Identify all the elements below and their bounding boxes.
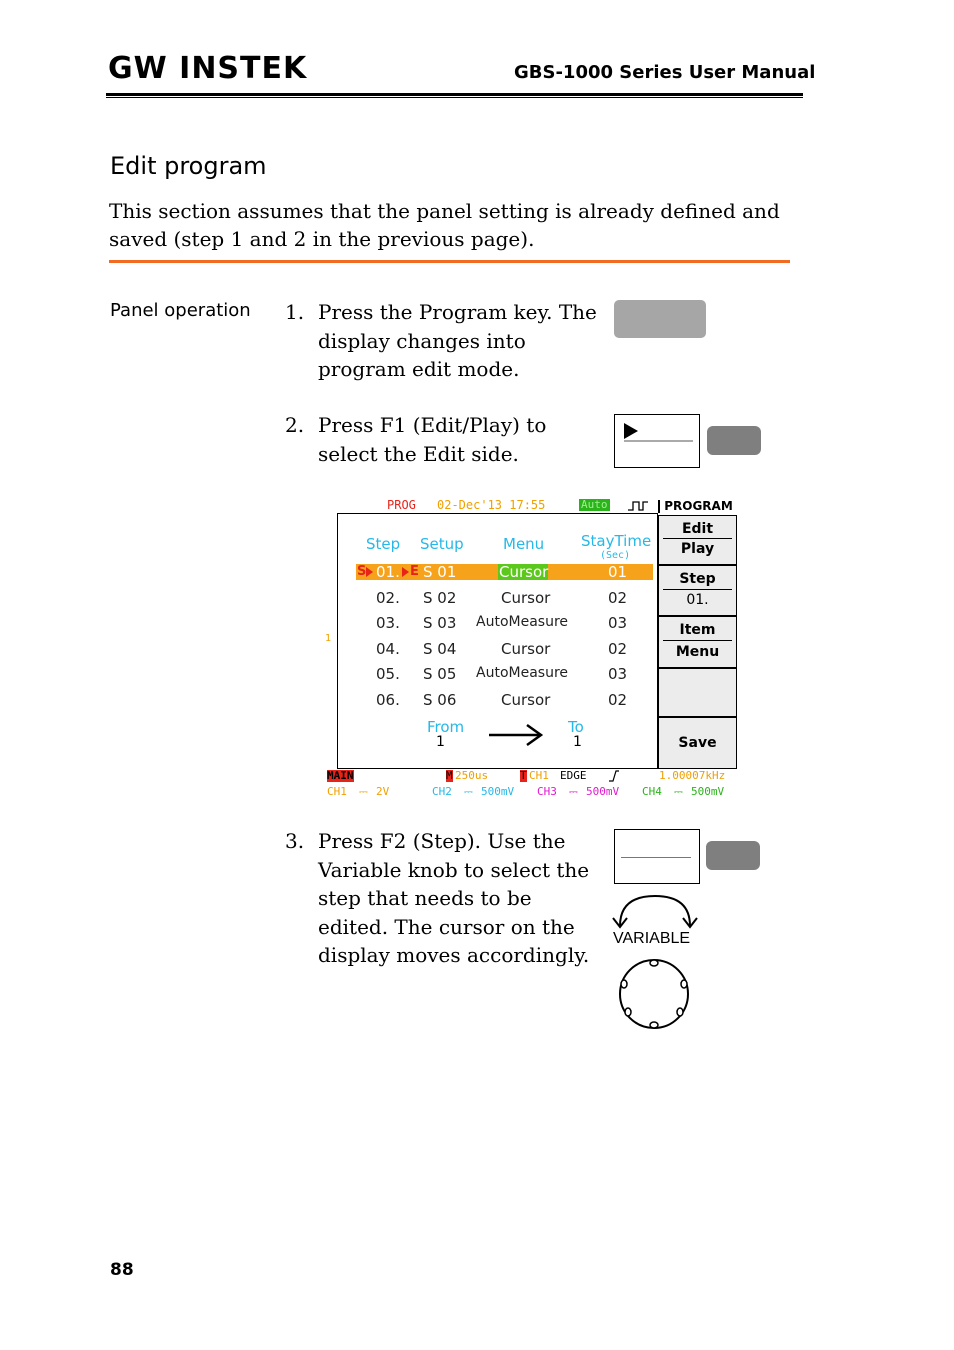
section-title: Edit program [110, 152, 267, 180]
row-setup: S 06 [423, 691, 457, 709]
page-number: 88 [110, 1260, 134, 1280]
f1-key[interactable] [707, 426, 761, 455]
f2-key[interactable] [706, 841, 760, 870]
variable-label: VARIABLE [613, 930, 691, 947]
row-time: 02 [608, 691, 628, 709]
trigger-source: CH1 [529, 769, 549, 782]
step-1 [285, 298, 605, 388]
ch3-coupling: ⎓ [569, 785, 578, 798]
auto-indicator: Auto [581, 498, 608, 511]
row-step: 03. [376, 614, 400, 632]
gw-instek-logo: GW INSTEK [108, 51, 308, 86]
softkey-divider [621, 857, 691, 858]
row-step: 02. [376, 589, 400, 607]
timebase-tag: M [446, 769, 453, 782]
row-menu: Cursor [501, 640, 551, 658]
rotate-arrows-icon [610, 890, 700, 930]
oscilloscope-display [327, 496, 736, 801]
panel-operation-label: Panel operation [110, 300, 251, 321]
header-rule [106, 93, 803, 96]
column-setup: Setup [420, 535, 464, 553]
ch2-scale: 500mV [481, 785, 515, 798]
softkey-header: PROGRAM [658, 500, 737, 513]
step-number: 1. [285, 300, 305, 324]
row-menu: Cursor [499, 563, 549, 581]
datetime: 02-Dec'13 17:55 [437, 498, 546, 512]
step-3 [285, 827, 605, 977]
header-rule-thin [106, 97, 803, 98]
step-text: Press F2 (Step). Use the Variable knob to select the step that needs to be edited. The cursor on the display moves accordingly. [318, 829, 590, 967]
step-number: 2. [285, 413, 305, 437]
row-step: 04. [376, 640, 400, 658]
row-time: 02 [608, 589, 628, 607]
row-step: 01. [376, 563, 400, 581]
ch1-label: CH1 [327, 785, 347, 798]
step-2 [285, 411, 575, 471]
ch2-label: CH2 [432, 785, 452, 798]
end-marker: E [410, 564, 419, 579]
step-softkey[interactable] [658, 565, 737, 616]
table-row[interactable] [327, 589, 657, 607]
table-row[interactable] [327, 691, 657, 709]
main-indicator: MAIN [327, 769, 354, 782]
program-key[interactable] [614, 300, 706, 338]
trigger-waveform-icon [627, 500, 649, 512]
ch3-scale: 500mV [586, 785, 620, 798]
softkey-menu-label: Menu [663, 640, 732, 663]
softkey-step-label: Step [679, 571, 716, 587]
section-divider [109, 260, 790, 263]
row-time: 03 [608, 614, 628, 632]
row-menu: Cursor [501, 589, 551, 607]
to-label: To [568, 718, 584, 736]
row-time: 02 [608, 640, 628, 658]
column-menu: Menu [503, 535, 545, 553]
right-arrow-icon [487, 722, 545, 748]
column-staytime-unit: (Sec) [600, 550, 631, 561]
row-setup: S 04 [423, 640, 457, 658]
row-step: 05. [376, 665, 400, 683]
row-time: 03 [608, 665, 628, 683]
ch1-scale: 2V [376, 785, 390, 798]
step-text: Press F1 (Edit/Play) to select the Edit side. [318, 413, 547, 466]
row-step: 06. [376, 691, 400, 709]
item-menu-softkey[interactable] [658, 616, 737, 668]
row-menu: AutoMeasure [476, 665, 569, 681]
manual-title: GBS-1000 Series User Manual [514, 62, 816, 83]
softkey-item-label: Item [679, 622, 716, 638]
ch2-coupling: ⎓ [464, 785, 473, 798]
start-marker: S [357, 564, 367, 579]
channel-marker: 1 [325, 633, 332, 644]
f1-softkey-diagram [614, 414, 700, 468]
trigger-frequency: 1.00007kHz [659, 769, 726, 782]
row-setup: S 02 [423, 589, 457, 607]
edit-play-softkey[interactable] [658, 515, 737, 565]
from-value: 1 [436, 734, 445, 750]
rising-edge-icon [608, 770, 620, 782]
table-row[interactable] [327, 563, 657, 581]
intro-paragraph: This section assumes that the panel setting is already defined and saved (step 1 and 2 in the previous page). [109, 199, 780, 251]
play-triangle-icon [615, 415, 699, 467]
mode-indicator: PROG [387, 498, 416, 512]
row-time: 01 [608, 563, 628, 581]
trigger-tag: T [520, 769, 527, 782]
step-text: Press the Program key. The display changes into program edit mode. [318, 300, 597, 381]
column-step: Step [366, 535, 401, 553]
row-menu: Cursor [501, 691, 551, 709]
softkey-edit-label: Edit [681, 521, 714, 537]
row-menu: AutoMeasure [476, 614, 569, 630]
row-setup: S 01 [423, 563, 457, 581]
ch4-label: CH4 [642, 785, 662, 798]
from-label: From [427, 718, 465, 736]
row-setup: S 05 [423, 665, 457, 683]
ch1-coupling: ⎓ [359, 785, 368, 798]
ch4-coupling: ⎓ [674, 785, 683, 798]
softkey-step-value: 01. [663, 589, 732, 610]
trigger-type: EDGE [560, 769, 587, 782]
table-row[interactable] [327, 665, 657, 683]
column-staytime: StayTime [581, 532, 652, 550]
table-row[interactable] [327, 614, 657, 632]
row-setup: S 03 [423, 614, 457, 632]
variable-knob-icon[interactable] [616, 957, 694, 1033]
save-softkey[interactable]: Save [658, 717, 737, 769]
ch3-label: CH3 [537, 785, 557, 798]
softkey-play-label: Play [663, 538, 732, 559]
step-number: 3. [285, 829, 305, 853]
timebase-value: 250us [455, 769, 489, 782]
to-value: 1 [573, 734, 582, 750]
blank-softkey[interactable] [658, 668, 737, 717]
ch4-scale: 500mV [691, 785, 725, 798]
table-row[interactable] [327, 640, 657, 658]
f2-softkey-diagram [614, 829, 700, 884]
